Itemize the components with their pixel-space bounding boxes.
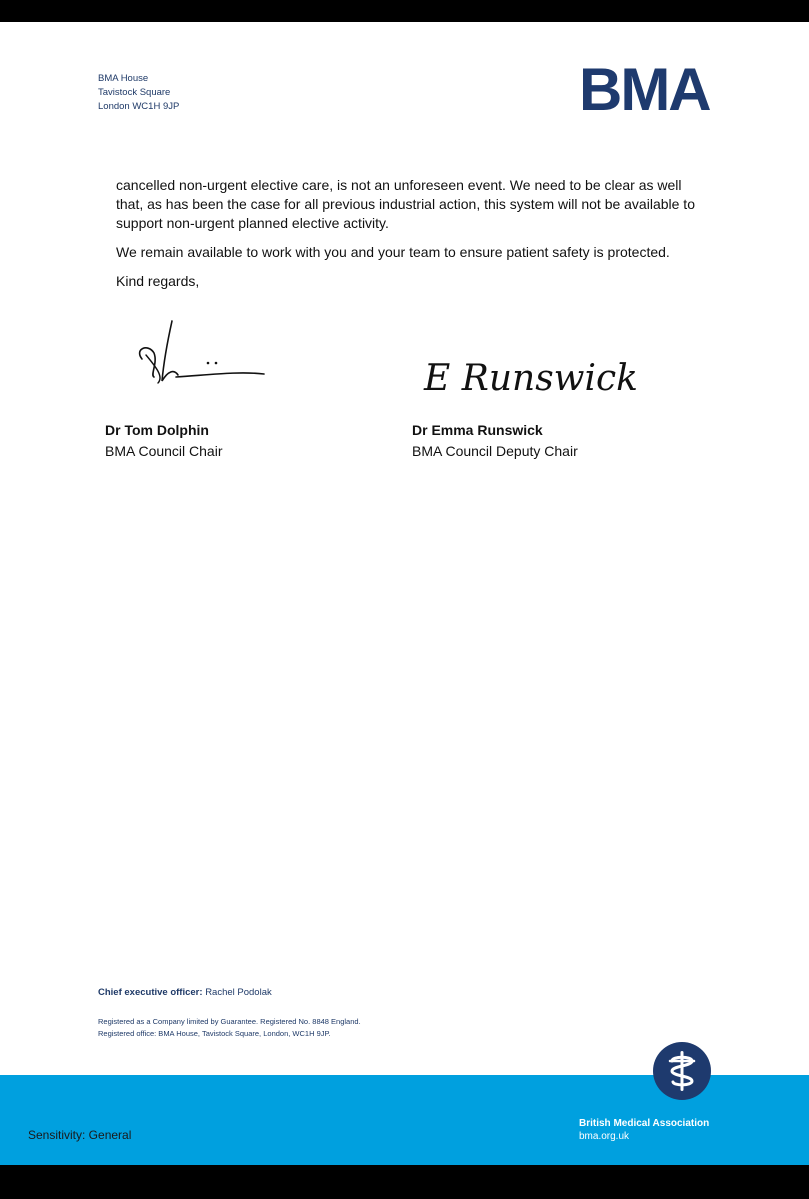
website-link[interactable]: bma.org.uk: [579, 1131, 630, 1142]
body-paragraph: cancelled non-urgent elective care, is not an unforeseen event. We need to be clear as well that, as has been the case for all previous industrial action, this system will not be available to support non-urgent planned elective activity.: [116, 177, 695, 231]
ceo-name: Rachel Podolak: [205, 987, 272, 998]
letter-body: [116, 176, 696, 301]
registered-line: Registered office: BMA House, Tavistock Square, London, WC1H 9JP.: [98, 1029, 331, 1038]
ceo-label: Chief executive officer:: [98, 987, 203, 998]
signatory-block: [412, 420, 578, 462]
letterhead-address: [98, 72, 179, 114]
signature-text: E Runswick: [424, 358, 638, 399]
signature-tom-dolphin: [128, 319, 268, 389]
signatory-name: Dr Tom Dolphin: [105, 422, 209, 438]
bma-logo: BMA: [579, 56, 710, 123]
letter-page: [0, 22, 809, 1165]
body-paragraph: We remain available to work with you and your team to ensure patient safety is protected.: [116, 244, 670, 260]
address-line: Tavistock Square: [98, 87, 171, 98]
bma-emblem-icon: [653, 1042, 711, 1100]
closing-phrase: Kind regards,: [116, 273, 200, 289]
sensitivity-label: Sensitivity: General: [28, 1128, 132, 1142]
signatory-title: BMA Council Chair: [105, 443, 223, 459]
ceo-line: [98, 987, 272, 998]
signature-emma-runswick: [420, 352, 650, 402]
signatory-name: Dr Emma Runswick: [412, 422, 543, 438]
registered-line: Registered as a Company limited by Guarantee. Registered No. 8848 England.: [98, 1017, 361, 1026]
registered-info: [98, 1016, 361, 1040]
association-name: British Medical Association: [579, 1118, 710, 1129]
signatory-block: [105, 420, 223, 462]
signatory-title: BMA Council Deputy Chair: [412, 443, 578, 459]
address-line: London WC1H 9JP: [98, 101, 180, 112]
address-line: BMA House: [98, 73, 149, 84]
association-block: [579, 1117, 709, 1143]
